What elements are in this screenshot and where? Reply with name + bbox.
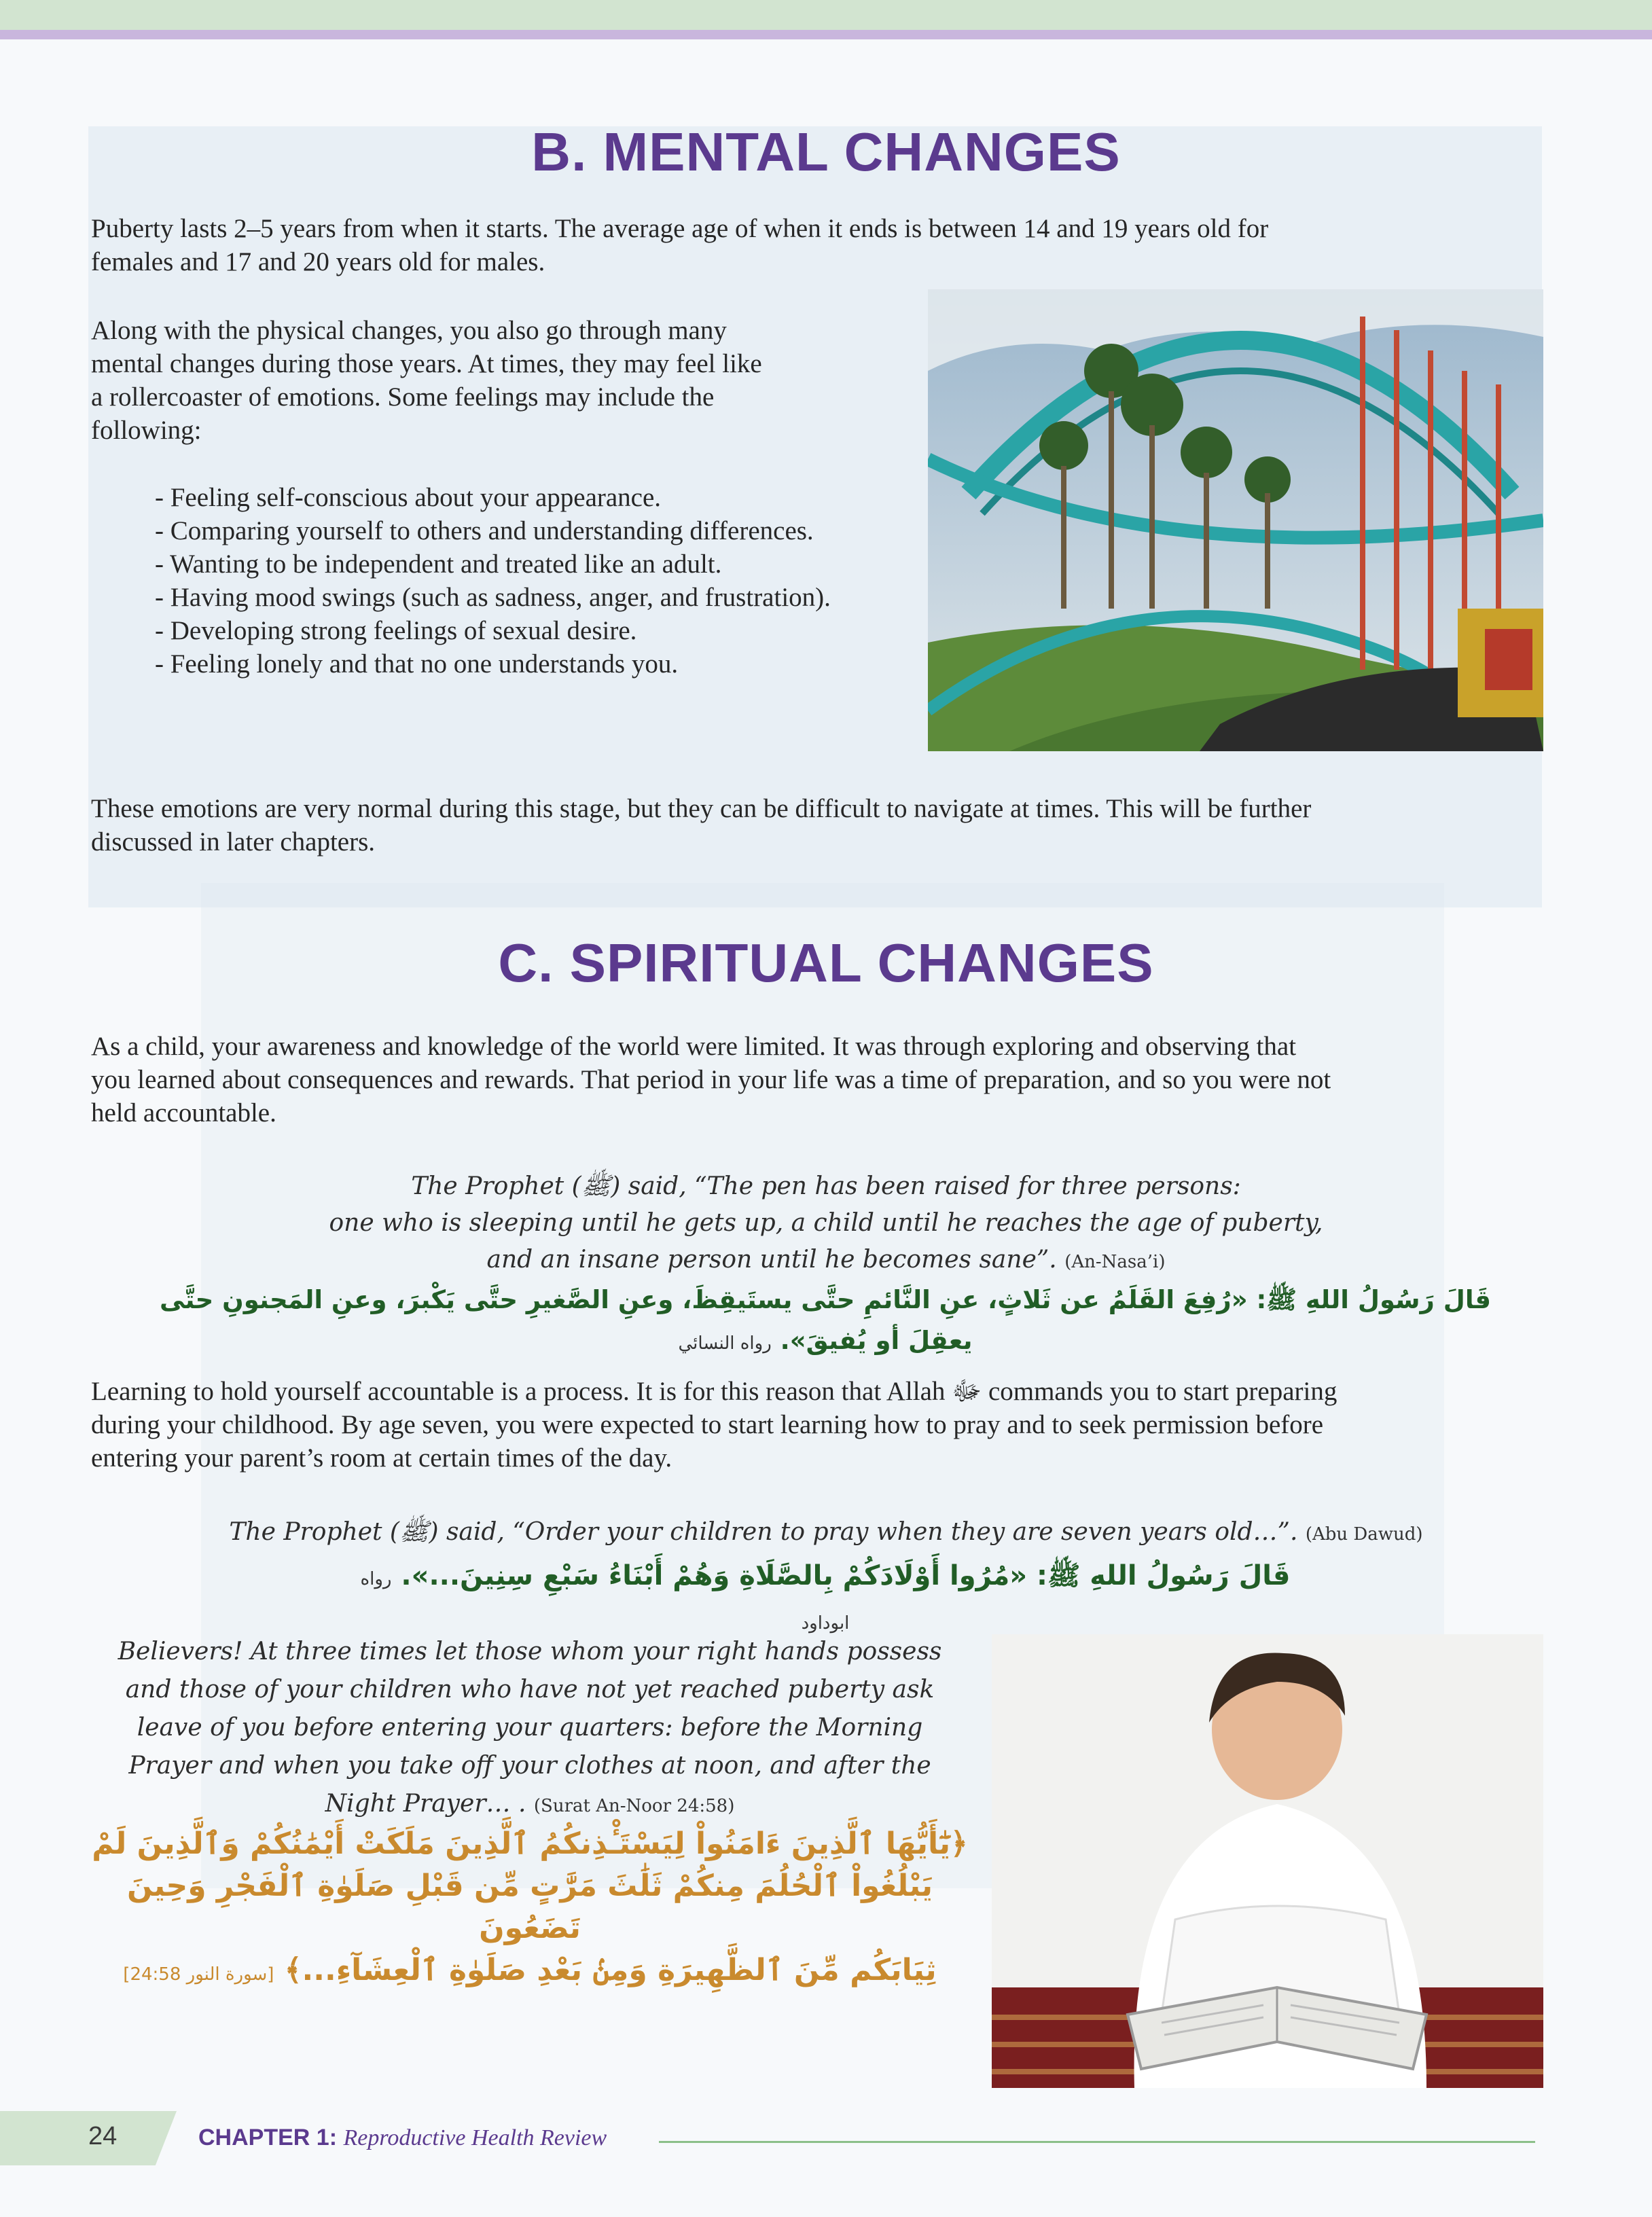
section-heading-mental: B. MENTAL CHANGES <box>531 122 1121 182</box>
list-item: - Comparing yourself to others and understanding differences. <box>155 516 814 545</box>
boy-reading-illustration <box>992 1634 1543 2088</box>
top-color-band <box>0 0 1652 30</box>
boy-reading-quran-photo <box>992 1634 1543 2088</box>
spiritual-paragraph-2: Learning to hold yourself accountable is a process. It is for this reason that Allah ﷻ commands you to start preparing during your childhood. By age seven, you were expected to start learning how to pray and to seek permission before entering your parent’s room at certain times of the day. <box>91 1377 1337 1473</box>
hadith-quote-2: The Prophet (ﷺ) said, “Order your children to pray when they are seven years old…”. (Abu Dawud) <box>229 1518 1423 1546</box>
page-number: 24 <box>88 2122 118 2150</box>
mental-paragraph-1: Puberty lasts 2–5 years from when it starts. The average age of when it ends is between 14 and 19 years old for females and 17 and 20 years old for males. <box>91 214 1269 276</box>
hadith-arabic-2: قَالَ رَسُولُ اللهِ ﷺ: «مُرُوا أَوْلَادَكُمْ بِالصَّلَاةِ وَهُمْ أَبْنَاءُ سَبْعِ سِنِينَ...». رواه ابوداود <box>360 1560 1291 1634</box>
rollercoaster-illustration <box>928 289 1543 751</box>
emotions-list <box>155 481 855 681</box>
chapter-label: CHAPTER 1: Reproductive Health Review <box>198 2125 607 2150</box>
mental-paragraph-2: Along with the physical changes, you also go through many mental changes during those years. At times, they may feel like a rollercoaster of emotions. Some feelings may include the following: <box>91 316 762 445</box>
list-item: - Feeling self-conscious about your appearance. <box>155 483 662 512</box>
hadith-quote-1: The Prophet (ﷺ) said, “The pen has been raised for three persons: one who is sleeping until he gets up, a child until he reaches the age of puberty, and an insane person until he becomes sane”. (An-Nasa’i) <box>329 1172 1323 1274</box>
quran-verse-arabic: ﴿يَٰٓأَيُّهَا ٱلَّذِينَ ءَامَنُواْ لِيَسْتَـْٔذِنكُمُ ٱلَّذِينَ مَلَكَتْ أَيْمَٰنُكُمْ وَٱلَّذِينَ لَمْ يَبْلُغُواْ ٱلْحُلُمَ مِنكُمْ ثَلَٰثَ مَرَّٰتٍ مِّن قَبْلِ صَلَوٰةِ ٱلْفَجْرِ وَحِينَ تَضَعُونَ ثِيَابَكُم مِّنَ ٱلظَّهِيرَةِ وَمِنۢ بَعْدِ صَلَوٰةِ ٱلْعِشَآءِ...﴾ [سورة النور 24:58] <box>92 1826 968 1987</box>
top-accent-line <box>0 30 1652 39</box>
list-item: - Wanting to be independent and treated like an adult. <box>155 549 722 579</box>
list-item: - Feeling lonely and that no one understands you. <box>155 649 679 679</box>
list-item: - Developing strong feelings of sexual desire. <box>155 616 637 645</box>
section-heading-spiritual: C. SPIRITUAL CHANGES <box>498 933 1154 993</box>
footer-divider <box>659 2141 1535 2143</box>
spiritual-paragraph-1: As a child, your awareness and knowledge of the world were limited. It was through exploring and observing that you learned about consequences and rewards. That period in your life was a time of preparation, and so you were not held accountable. <box>91 1032 1331 1128</box>
list-item: - Having mood swings (such as sadness, anger, and frustration). <box>155 583 831 612</box>
quran-verse-english: Believers! At three times let those whom your right hands possess and those of your children who have not yet reached puberty ask leave of you before entering your quarters: before the Morning Prayer and when you take off your clothes at noon, and after the Night Prayer… . (Surat An-Noor 24:58) <box>118 1638 942 1818</box>
mental-paragraph-3: These emotions are very normal during this stage, but they can be difficult to navigate at times. This will be further discussed in later chapters. <box>91 794 1312 857</box>
hadith-arabic-1: قَالَ رَسُولُ اللهِ ﷺ: «رُفِعَ القَلَمُ عن ثَلاثٍ، عنِ النَّائمِ حتَّى يستَيقِظَ، وعنِ الصَّغيرِ حتَّى يَكْبرَ، وعنِ المَجنونِ حتَّى يعقِلَ أو يُفيقَ». رواه النسائي <box>160 1285 1491 1355</box>
rollercoaster-photo <box>928 289 1543 751</box>
